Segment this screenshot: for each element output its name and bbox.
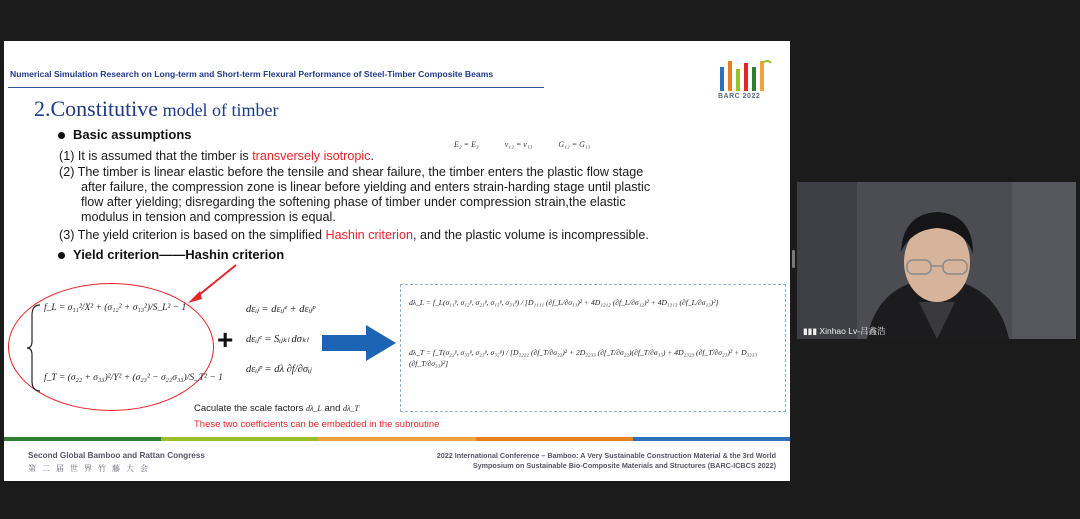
- header-divider: [8, 87, 544, 88]
- assumption-3: (3) The yield criterion is based on the simplified Hashin criterion, and the plastic volume is incompressible.: [59, 228, 649, 242]
- brace-icon: [26, 303, 42, 393]
- bullet-dot-icon: [58, 252, 65, 259]
- assumption-2: (2) The timber is linear elastic before the tensile and shear failure, the timber enters the plastic flow stage after failure, the compression zone is linear before yielding and enters strain-harding stage until plastic flow after yielding; disregarding the softening phase of timber under compression strain,the elastic modulus in tension and compression is equal.: [59, 165, 651, 224]
- right-arrow-icon: [322, 323, 396, 363]
- plus-icon: +: [217, 324, 234, 355]
- equation-strain-plastic: dεᵢⱼᵖ = dλ ∂f/∂σᵢⱼ: [246, 364, 312, 375]
- equation-fT: f_T = (σ₂₂ + σ₃₃)²/Y² + (σ₂₃² − σ₂₂σ₃₃)/S_T² − 1: [44, 373, 223, 383]
- bullet-dot-icon: [58, 132, 65, 139]
- isotropy-equations: E₂ = E₃ ν₁₂ = ν₁₃ G₁₂ = G₁₃: [454, 140, 591, 149]
- footer-congress-name: Second Global Bamboo and Rattan Congress: [28, 451, 205, 460]
- participant-video-feed: [797, 182, 1076, 339]
- footer-color-bar: [4, 437, 790, 441]
- section-title: 2.Constitutive model of timber: [34, 96, 279, 121]
- panel-resize-handle[interactable]: [792, 250, 795, 268]
- caption-subroutine-note: These two coefficients can be embedded in the subroutine: [194, 419, 440, 430]
- assumption-1: (1) It is assumed that the timber is transversely isotropic.: [59, 149, 374, 163]
- presentation-slide: [4, 41, 790, 481]
- equation-strain-elastic: dεᵢⱼᵉ = Sᵢⱼₖₗ dσₖₗ: [246, 334, 309, 345]
- participant-name-label: ▮▮▮ Xinhao Lv-吕鑫浩: [803, 326, 886, 336]
- equation-strain-total: dεᵢⱼ = dεᵢⱼᵉ + dεᵢⱼᵖ: [246, 304, 316, 315]
- header-title: Numerical Simulation Research on Long-term and Short-term Flexural Performance of Steel-Timber Composite Beams: [10, 69, 494, 79]
- scale-factor-box: [400, 284, 786, 412]
- equation-fL: f_L = σ₁₁²/X² + (σ₁₂² + σ₁₃²)/S_L² − 1: [44, 303, 187, 313]
- equation-dlambda-L: dλ_L = f_L(σ₁₁ᵖ, σ₁₂ᵖ, σ₂₁ᵖ, σ₁₃ᵖ, σ₃₁ᵖ) / [D₁₁₁₁ (∂f_L/∂σ₁₁)² + 4D₁₂₁₂ (∂f_L/∂σ₁₂)² + 4D₁₃₁₃ (∂f_L/∂σ₁₃)²]: [409, 298, 719, 307]
- bullet-basic-assumptions: Basic assumptions: [58, 127, 192, 142]
- equation-dlambda-T: dλ_T = f_T(σ₂₂ᵖ, σ₃₃ᵖ, σ₂₃ᵖ, σ₃₂ᵖ) / [D₂₂₂₂ (∂f_T/∂σ₂₂)² + 2D₂₂₃₃ (∂f_T/∂σ₂₂)(∂f_T/∂σ₃₃) + 4D₂₃₂₃ (∂f_T/∂σ₂₃)² + D₃₃₃₃ (∂f_T/∂σ₃₃)²]: [409, 348, 758, 368]
- bullet-yield-criterion: Yield criterion——Hashin criterion: [58, 247, 284, 262]
- participant-video-tile[interactable]: [797, 182, 1076, 339]
- signal-bars-icon: ▮▮▮: [803, 326, 818, 336]
- caption-scale-factors: Caculate the scale factors dλ_L and dλ_T: [194, 403, 359, 414]
- footer-congress-name-cn: 第二届世界竹藤大会: [28, 464, 154, 473]
- red-pointer-arrow-icon: [184, 261, 244, 305]
- footer-conference-info: 2022 International Conference – Bamboo: A Very Sustainable Construction Material & the 3rd World Symposium on Sustainable Bio-Composite Materials and Structures (BARC-ICBCS 2022): [436, 451, 776, 470]
- logo-text: BARC 2022: [718, 93, 761, 100]
